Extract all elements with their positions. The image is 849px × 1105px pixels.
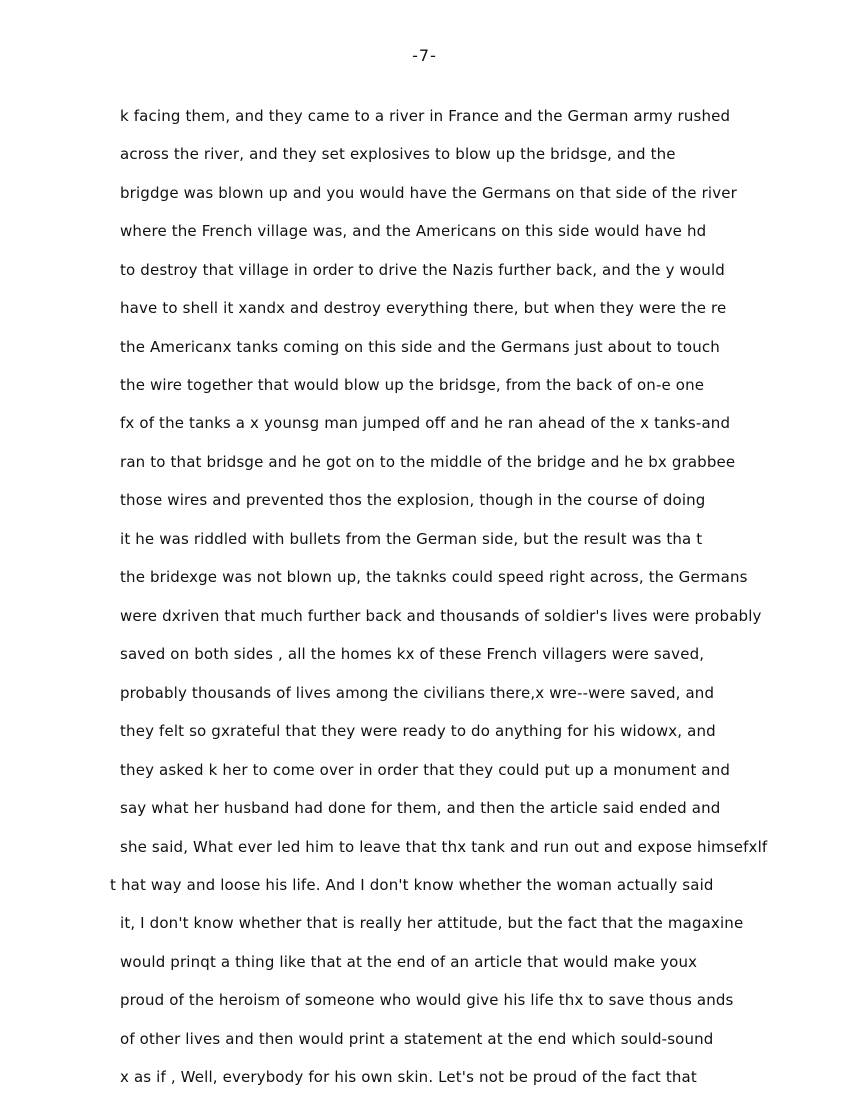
text-line: the wire together that would blow up the bridsge, from the back of on-e one	[120, 376, 705, 394]
text-line: t hat way and loose his life. And I don't know whether the woman actually said	[110, 876, 714, 894]
text-line: say what her husband had done for them, and then the article said ended and	[120, 799, 721, 817]
text-line: they felt so gxrateful that they were ready to do anything for his widowx, and	[120, 722, 716, 740]
text-line: ran to that bridsge and he got on to the middle of the bridge and he bx grabbee	[120, 453, 736, 471]
page-number: -7-	[412, 46, 437, 65]
text-line: the Americanx tanks coming on this side and the Germans just about to touch	[120, 338, 720, 356]
text-line: would prinqt a thing like that at the end of an article that would make youx	[120, 953, 698, 971]
text-line: she said, What ever led him to leave that thx tank and run out and expose himsefxlf	[120, 838, 768, 856]
text-line: the bridexge was not blown up, the taknks could speed right across, the Germans	[120, 568, 748, 586]
text-line: have to shell it xandx and destroy everything there, but when they were the re	[120, 299, 727, 317]
text-line: it, I don't know whether that is really her attitude, but the fact that the magaxine	[120, 914, 744, 932]
text-line: it he was riddled with bullets from the German side, but the result was tha t	[120, 530, 703, 548]
text-line: of other lives and then would print a statement at the end which sould-sound	[120, 1030, 714, 1048]
text-line: proud of the heroism of someone who would give his life thx to save thous ands	[120, 991, 734, 1009]
text-line: across the river, and they set explosives to blow up the bridsge, and the	[120, 145, 676, 163]
text-line: they asked k her to come over in order that they could put up a monument and	[120, 761, 731, 779]
text-line: brigdge was blown up and you would have the Germans on that side of the river	[120, 184, 737, 202]
text-line: probably thousands of lives among the civilians there,x wre--were saved, and	[120, 684, 715, 702]
text-line: were dxriven that much further back and thousands of soldier's lives were probably	[120, 607, 762, 625]
text-line: k facing them, and they came to a river in France and the German army rushed	[120, 107, 731, 125]
text-line: saved on both sides , all the homes kx of these French villagers were saved,	[120, 645, 705, 663]
text-line: those wires and prevented thos the explosion, though in the course of doing	[120, 491, 706, 509]
text-line: where the French village was, and the Americans on this side would have hd	[120, 222, 707, 240]
text-line: to destroy that village in order to drive the Nazis further back, and the y would	[120, 261, 725, 279]
text-line: fx of the tanks a x younsg man jumped off and he ran ahead of the x tanks-and	[120, 414, 731, 432]
text-line: x as if , Well, everybody for his own skin. Let's not be proud of the fact that	[120, 1068, 697, 1086]
